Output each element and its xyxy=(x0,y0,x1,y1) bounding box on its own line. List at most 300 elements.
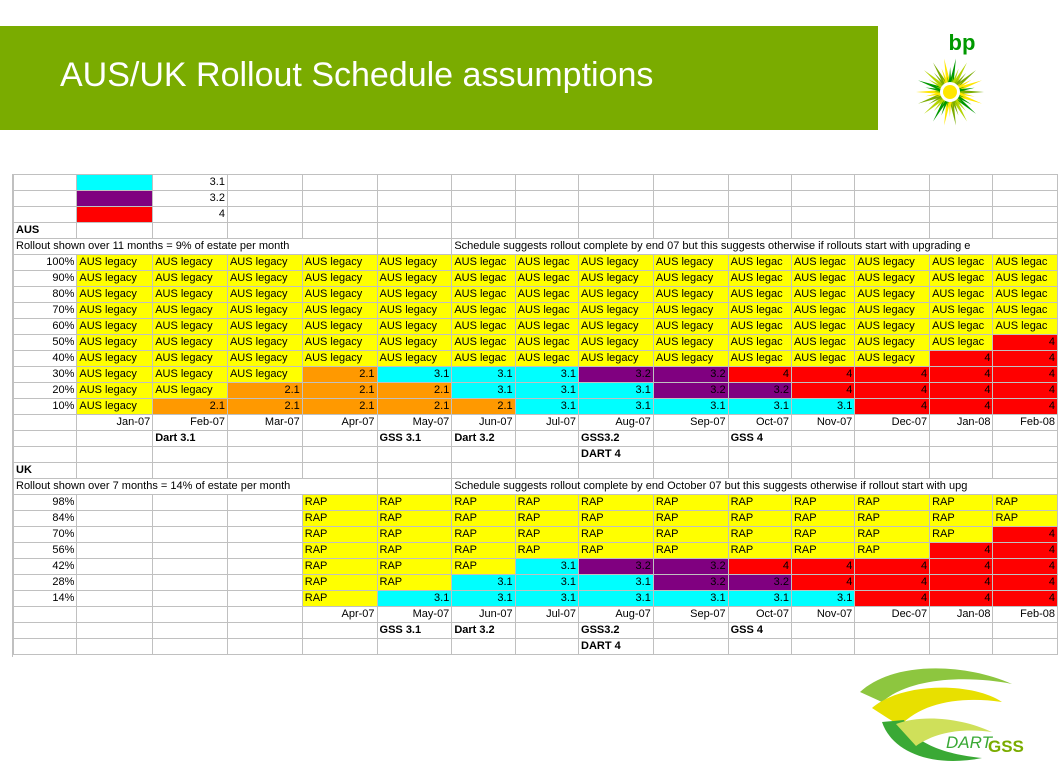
empty-cell xyxy=(227,559,302,575)
schedule-cell: AUS legac xyxy=(515,319,578,335)
empty-cell xyxy=(153,559,228,575)
schedule-cell: RAP xyxy=(452,543,515,559)
schedule-cell: AUS legacy xyxy=(653,319,728,335)
schedule-cell: 4 xyxy=(930,383,993,399)
schedule-cell: 4 xyxy=(993,399,1058,415)
schedule-cell: AUS legac xyxy=(993,255,1058,271)
empty-cell xyxy=(653,223,728,239)
percent-label: 100% xyxy=(14,255,77,271)
empty-cell xyxy=(452,207,515,223)
schedule-cell: 4 xyxy=(993,351,1058,367)
schedule-cell: RAP xyxy=(653,527,728,543)
empty-cell xyxy=(653,207,728,223)
schedule-cell: AUS legac xyxy=(791,351,854,367)
schedule-cell: AUS legac xyxy=(515,303,578,319)
empty-cell xyxy=(377,639,452,655)
schedule-cell: 3.1 xyxy=(515,399,578,415)
empty-cell xyxy=(728,207,791,223)
schedule-cell: AUS legac xyxy=(930,303,993,319)
schedule-cell: AUS legacy xyxy=(153,255,228,271)
schedule-cell: RAP xyxy=(452,495,515,511)
milestone-label: GSS3.2 xyxy=(579,431,654,447)
month-label: Apr-07 xyxy=(302,607,377,623)
empty-cell xyxy=(855,207,930,223)
empty-cell xyxy=(930,447,993,463)
schedule-cell: AUS legacy xyxy=(855,335,930,351)
empty-cell xyxy=(579,191,654,207)
schedule-cell: AUS legacy xyxy=(855,319,930,335)
schedule-cell: RAP xyxy=(653,543,728,559)
schedule-cell: 3.1 xyxy=(728,591,791,607)
schedule-cell: AUS legacy xyxy=(227,255,302,271)
month-label: Nov-07 xyxy=(791,607,854,623)
schedule-cell: 4 xyxy=(728,559,791,575)
month-label: Aug-07 xyxy=(579,607,654,623)
empty-cell xyxy=(728,639,791,655)
schedule-cell: AUS legac xyxy=(930,319,993,335)
schedule-cell: RAP xyxy=(515,495,578,511)
uk-heading-row xyxy=(14,463,1058,479)
empty-cell xyxy=(14,415,77,431)
empty-cell xyxy=(653,191,728,207)
schedule-cell: RAP xyxy=(377,559,452,575)
schedule-cell: 3.1 xyxy=(515,559,578,575)
schedule-cell: 2.1 xyxy=(452,399,515,415)
empty-cell xyxy=(993,447,1058,463)
schedule-cell: 3.1 xyxy=(579,591,654,607)
empty-cell xyxy=(855,639,930,655)
schedule-cell: RAP xyxy=(302,511,377,527)
schedule-cell: 4 xyxy=(930,575,993,591)
schedule-cell: AUS legac xyxy=(452,271,515,287)
schedule-cell: AUS legacy xyxy=(227,319,302,335)
milestone-label: DART 4 xyxy=(579,447,654,463)
dart-gss-logo xyxy=(852,662,1024,768)
aus-pct-row xyxy=(14,303,1058,319)
schedule-cell: RAP xyxy=(653,511,728,527)
empty-cell xyxy=(791,639,854,655)
uk-rollout-note: Rollout shown over 7 months = 14% of estate per month xyxy=(14,479,378,495)
empty-cell xyxy=(728,447,791,463)
schedule-cell: RAP xyxy=(579,543,654,559)
schedule-cell: RAP xyxy=(653,495,728,511)
empty-cell xyxy=(77,495,153,511)
empty-cell xyxy=(77,591,153,607)
schedule-cell: RAP xyxy=(377,543,452,559)
empty-cell xyxy=(930,223,993,239)
schedule-cell: AUS legacy xyxy=(227,303,302,319)
schedule-cell: RAP xyxy=(302,575,377,591)
schedule-cell: AUS legacy xyxy=(855,255,930,271)
percent-label: 80% xyxy=(14,287,77,303)
rollout-table xyxy=(13,174,1058,655)
empty-cell xyxy=(302,223,377,239)
empty-cell xyxy=(515,223,578,239)
schedule-cell: AUS legacy xyxy=(227,271,302,287)
empty-cell xyxy=(791,463,854,479)
schedule-cell: AUS legacy xyxy=(653,287,728,303)
schedule-cell: AUS legac xyxy=(791,255,854,271)
schedule-cell: RAP xyxy=(377,495,452,511)
schedule-cell: AUS legac xyxy=(791,319,854,335)
month-label: Jan-08 xyxy=(930,607,993,623)
schedule-cell: RAP xyxy=(302,495,377,511)
schedule-cell: 2.1 xyxy=(377,383,452,399)
schedule-cell: 3.1 xyxy=(452,591,515,607)
schedule-cell: RAP xyxy=(728,527,791,543)
empty-cell xyxy=(77,511,153,527)
schedule-cell: 4 xyxy=(993,335,1058,351)
schedule-cell: AUS legac xyxy=(728,255,791,271)
empty-cell xyxy=(153,543,228,559)
empty-cell xyxy=(14,191,77,207)
empty-cell xyxy=(14,607,77,623)
schedule-cell: AUS legacy xyxy=(302,335,377,351)
schedule-cell: 3.1 xyxy=(728,399,791,415)
schedule-cell: RAP xyxy=(930,527,993,543)
empty-cell xyxy=(993,639,1058,655)
schedule-cell: AUS legac xyxy=(728,287,791,303)
schedule-cell: 4 xyxy=(993,367,1058,383)
schedule-cell: 4 xyxy=(930,367,993,383)
schedule-cell: RAP xyxy=(930,495,993,511)
month-label: Jun-07 xyxy=(452,415,515,431)
month-label: Feb-07 xyxy=(153,415,228,431)
schedule-cell: 4 xyxy=(930,591,993,607)
schedule-cell: AUS legacy xyxy=(153,367,228,383)
gss-logo-text: GSS xyxy=(988,737,1024,756)
empty-cell xyxy=(452,191,515,207)
month-label: Jul-07 xyxy=(515,607,578,623)
empty-cell xyxy=(227,191,302,207)
schedule-cell: 4 xyxy=(930,543,993,559)
empty-cell xyxy=(153,591,228,607)
empty-cell xyxy=(855,463,930,479)
schedule-cell: AUS legacy xyxy=(77,287,153,303)
schedule-cell: AUS legacy xyxy=(302,351,377,367)
empty-cell xyxy=(14,207,77,223)
uk-pct-row xyxy=(14,575,1058,591)
schedule-cell: RAP xyxy=(377,575,452,591)
schedule-cell: AUS legac xyxy=(930,335,993,351)
schedule-cell: 4 xyxy=(791,383,854,399)
empty-cell xyxy=(153,527,228,543)
percent-label: 70% xyxy=(14,527,77,543)
legend-row xyxy=(14,175,1058,191)
month-label: Mar-07 xyxy=(227,415,302,431)
schedule-cell: AUS legac xyxy=(791,303,854,319)
schedule-cell: RAP xyxy=(302,591,377,607)
schedule-cell: AUS legac xyxy=(728,335,791,351)
empty-cell xyxy=(377,447,452,463)
schedule-cell: 4 xyxy=(993,383,1058,399)
empty-cell xyxy=(14,175,77,191)
month-label: Dec-07 xyxy=(855,415,930,431)
schedule-cell: AUS legacy xyxy=(153,351,228,367)
schedule-cell: AUS legacy xyxy=(227,351,302,367)
empty-cell xyxy=(227,543,302,559)
empty-cell xyxy=(77,575,153,591)
uk-pct-row xyxy=(14,511,1058,527)
percent-label: 84% xyxy=(14,511,77,527)
empty-cell xyxy=(791,175,854,191)
schedule-cell: 2.1 xyxy=(377,399,452,415)
legend-swatch xyxy=(77,207,153,223)
empty-cell xyxy=(452,639,515,655)
schedule-cell: AUS legacy xyxy=(227,287,302,303)
aus-months-row xyxy=(14,415,1058,431)
empty-cell xyxy=(227,431,302,447)
month-label: Apr-07 xyxy=(302,415,377,431)
empty-cell xyxy=(653,175,728,191)
schedule-cell: AUS legac xyxy=(515,255,578,271)
schedule-cell: 4 xyxy=(993,591,1058,607)
empty-cell xyxy=(930,191,993,207)
aus-heading-row xyxy=(14,223,1058,239)
schedule-cell: AUS legacy xyxy=(855,287,930,303)
percent-label: 28% xyxy=(14,575,77,591)
schedule-cell: 2.1 xyxy=(227,399,302,415)
milestone-label: GSS 3.1 xyxy=(377,431,452,447)
schedule-cell: 3.2 xyxy=(653,575,728,591)
legend-label: 3.2 xyxy=(153,191,228,207)
schedule-cell: AUS legacy xyxy=(377,319,452,335)
empty-cell xyxy=(728,175,791,191)
milestone-label: Dart 3.1 xyxy=(153,431,228,447)
legend-row xyxy=(14,191,1058,207)
schedule-cell: AUS legac xyxy=(515,287,578,303)
empty-cell xyxy=(227,447,302,463)
empty-cell xyxy=(227,463,302,479)
schedule-cell: AUS legacy xyxy=(653,351,728,367)
schedule-cell: AUS legacy xyxy=(153,383,228,399)
legend-label: 3.1 xyxy=(153,175,228,191)
percent-label: 70% xyxy=(14,303,77,319)
schedule-cell: RAP xyxy=(452,527,515,543)
schedule-cell: 4 xyxy=(993,543,1058,559)
month-label: Oct-07 xyxy=(728,415,791,431)
schedule-cell: 4 xyxy=(930,559,993,575)
uk-months-row xyxy=(14,607,1058,623)
schedule-cell: 3.1 xyxy=(515,575,578,591)
empty-cell xyxy=(153,447,228,463)
aus-pct-row xyxy=(14,351,1058,367)
schedule-cell: RAP xyxy=(302,543,377,559)
empty-cell xyxy=(153,575,228,591)
empty-cell xyxy=(77,527,153,543)
empty-cell xyxy=(227,511,302,527)
schedule-cell: 3.2 xyxy=(728,383,791,399)
slide-title: AUS/UK Rollout Schedule assumptions xyxy=(60,56,654,94)
empty-cell xyxy=(993,431,1058,447)
schedule-cell: RAP xyxy=(791,543,854,559)
schedule-cell: AUS legacy xyxy=(77,335,153,351)
schedule-cell: AUS legac xyxy=(452,287,515,303)
empty-cell xyxy=(153,623,228,639)
schedule-cell: AUS legac xyxy=(993,271,1058,287)
milestone-label: Dart 3.2 xyxy=(452,431,515,447)
empty-cell xyxy=(302,175,377,191)
schedule-cell: 2.1 xyxy=(227,383,302,399)
schedule-cell: RAP xyxy=(855,495,930,511)
schedule-cell: 3.1 xyxy=(791,399,854,415)
empty-cell xyxy=(930,431,993,447)
schedule-cell: AUS legacy xyxy=(153,319,228,335)
schedule-cell: AUS legac xyxy=(993,287,1058,303)
empty-cell xyxy=(993,623,1058,639)
schedule-cell: AUS legacy xyxy=(377,271,452,287)
schedule-cell: AUS legacy xyxy=(302,255,377,271)
uk-pct-row xyxy=(14,543,1058,559)
empty-cell xyxy=(515,191,578,207)
schedule-cell: 4 xyxy=(855,559,930,575)
schedule-cell: AUS legacy xyxy=(653,303,728,319)
schedule-cell: RAP xyxy=(579,495,654,511)
empty-cell xyxy=(791,447,854,463)
month-label: Feb-08 xyxy=(993,607,1058,623)
percent-label: 60% xyxy=(14,319,77,335)
schedule-cell: RAP xyxy=(579,527,654,543)
empty-cell xyxy=(153,223,228,239)
empty-cell xyxy=(515,639,578,655)
empty-cell xyxy=(302,447,377,463)
schedule-cell: RAP xyxy=(452,559,515,575)
schedule-cell: AUS legacy xyxy=(855,351,930,367)
month-label: Nov-07 xyxy=(791,415,854,431)
schedule-cell: AUS legac xyxy=(452,303,515,319)
schedule-cell: AUS legacy xyxy=(77,367,153,383)
uk-pct-row xyxy=(14,559,1058,575)
aus-milestone-row xyxy=(14,447,1058,463)
empty-cell xyxy=(855,191,930,207)
schedule-cell: 4 xyxy=(993,527,1058,543)
empty-cell xyxy=(579,175,654,191)
schedule-cell: AUS legac xyxy=(728,271,791,287)
empty-cell xyxy=(227,623,302,639)
schedule-cell: AUS legacy xyxy=(377,303,452,319)
schedule-cell: 3.1 xyxy=(452,367,515,383)
schedule-cell: 4 xyxy=(791,575,854,591)
empty-cell xyxy=(77,639,153,655)
empty-cell xyxy=(515,175,578,191)
schedule-cell: AUS legacy xyxy=(77,383,153,399)
percent-label: 90% xyxy=(14,271,77,287)
month-label: Jun-07 xyxy=(452,607,515,623)
empty-cell xyxy=(993,175,1058,191)
empty-cell xyxy=(579,463,654,479)
schedule-cell: RAP xyxy=(302,527,377,543)
month-label: Feb-08 xyxy=(993,415,1058,431)
schedule-cell: AUS legacy xyxy=(153,335,228,351)
schedule-cell: AUS legac xyxy=(728,303,791,319)
schedule-cell: 4 xyxy=(855,575,930,591)
empty-cell xyxy=(377,175,452,191)
schedule-cell: 3.2 xyxy=(653,559,728,575)
empty-cell xyxy=(302,463,377,479)
schedule-cell: 3.1 xyxy=(515,591,578,607)
empty-cell xyxy=(579,223,654,239)
schedule-cell: AUS legacy xyxy=(77,271,153,287)
schedule-cell: RAP xyxy=(302,559,377,575)
schedule-cell: AUS legac xyxy=(791,271,854,287)
schedule-cell: 4 xyxy=(855,399,930,415)
schedule-cell: AUS legac xyxy=(452,319,515,335)
uk-pct-row xyxy=(14,527,1058,543)
schedule-cell: AUS legacy xyxy=(302,303,377,319)
empty-cell xyxy=(377,191,452,207)
schedule-cell: 4 xyxy=(930,351,993,367)
schedule-cell: RAP xyxy=(855,527,930,543)
schedule-cell: AUS legacy xyxy=(653,255,728,271)
uk-pct-row xyxy=(14,591,1058,607)
empty-cell xyxy=(14,447,77,463)
empty-cell xyxy=(77,607,153,623)
empty-cell xyxy=(993,463,1058,479)
dart-logo-text: DART xyxy=(946,733,992,752)
empty-cell xyxy=(515,463,578,479)
aus-rollout-note: Rollout shown over 11 months = 9% of estate per month xyxy=(14,239,378,255)
empty-cell xyxy=(377,239,452,255)
schedule-cell: AUS legacy xyxy=(302,287,377,303)
schedule-cell: 2.1 xyxy=(153,399,228,415)
empty-cell xyxy=(653,639,728,655)
empty-cell xyxy=(227,607,302,623)
month-label: Sep-07 xyxy=(653,607,728,623)
percent-label: 14% xyxy=(14,591,77,607)
milestone-label: DART 4 xyxy=(579,639,654,655)
percent-label: 98% xyxy=(14,495,77,511)
empty-cell xyxy=(452,175,515,191)
empty-cell xyxy=(515,431,578,447)
empty-cell xyxy=(14,623,77,639)
empty-cell xyxy=(653,623,728,639)
schedule-cell: 2.1 xyxy=(302,367,377,383)
empty-cell xyxy=(77,543,153,559)
empty-cell xyxy=(930,623,993,639)
empty-cell xyxy=(653,431,728,447)
empty-cell xyxy=(791,623,854,639)
empty-cell xyxy=(227,175,302,191)
aus-pct-row xyxy=(14,383,1058,399)
schedule-cell: AUS legacy xyxy=(579,351,654,367)
empty-cell xyxy=(77,559,153,575)
aus-pct-row xyxy=(14,319,1058,335)
aus-pct-row xyxy=(14,399,1058,415)
percent-label: 40% xyxy=(14,351,77,367)
legend-swatch xyxy=(77,175,153,191)
schedule-cell: AUS legacy xyxy=(302,271,377,287)
month-label: May-07 xyxy=(377,415,452,431)
schedule-cell: AUS legac xyxy=(515,271,578,287)
uk-milestone-row xyxy=(14,639,1058,655)
aus-pct-row xyxy=(14,271,1058,287)
schedule-cell: 4 xyxy=(855,367,930,383)
schedule-cell: AUS legac xyxy=(930,255,993,271)
schedule-cell: AUS legac xyxy=(452,351,515,367)
empty-cell xyxy=(227,223,302,239)
month-label: Jan-07 xyxy=(77,415,153,431)
empty-cell xyxy=(77,447,153,463)
empty-cell xyxy=(302,207,377,223)
schedule-cell: AUS legacy xyxy=(579,319,654,335)
month-label: May-07 xyxy=(377,607,452,623)
schedule-cell: AUS legacy xyxy=(579,303,654,319)
schedule-cell: AUS legacy xyxy=(153,287,228,303)
schedule-cell: RAP xyxy=(452,511,515,527)
schedule-cell: AUS legacy xyxy=(77,303,153,319)
schedule-cell: RAP xyxy=(728,511,791,527)
schedule-cell: 2.1 xyxy=(302,383,377,399)
